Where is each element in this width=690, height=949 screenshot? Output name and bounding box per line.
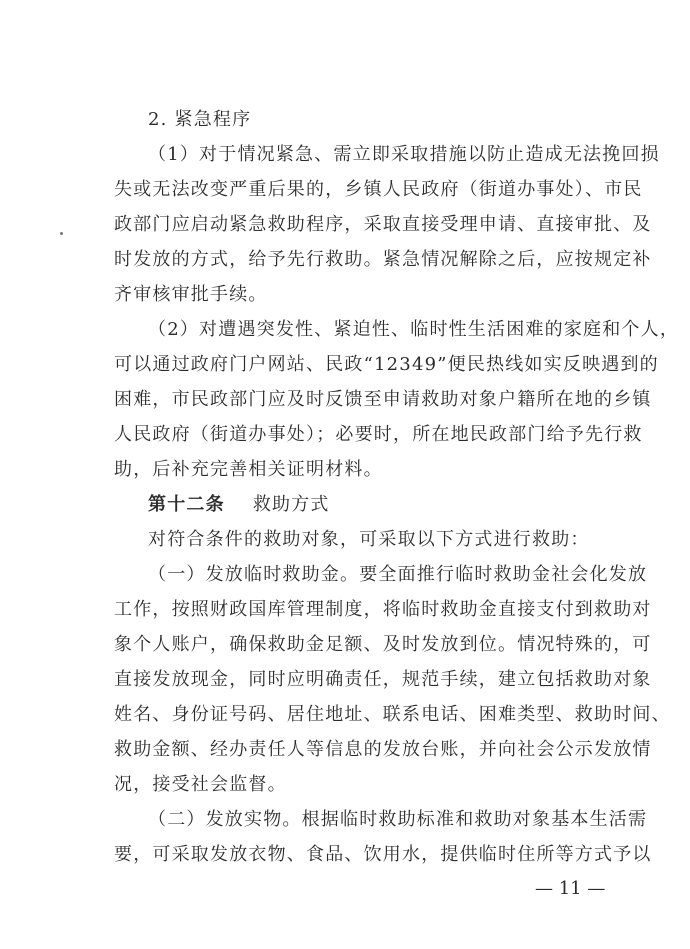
paragraph-line: 齐审核审批手续。	[114, 284, 268, 305]
paragraph-line: 象个人账户，确保救助金足额、及时发放到位。情况特殊的，可	[114, 634, 652, 655]
paragraph-line: 直接发放现金，同时应明确责任，规范手续，建立包括救助对象	[114, 669, 652, 690]
paragraph-line: 工作，按照财政国库管理制度，将临时救助金直接支付到救助对	[114, 599, 652, 620]
paragraph-line: （2）对遭遇突发性、紧迫性、临时性生活困难的家庭和个人，	[148, 319, 680, 340]
page-number: — 11 —	[535, 878, 606, 899]
paragraph-line: 要，可采取发放衣物、食品、饮用水，提供临时住所等方式予以	[114, 844, 652, 865]
paragraph-line: 时发放的方式，给予先行救助。紧急情况解除之后，应按规定补	[114, 249, 652, 270]
paragraph-line: 政部门应启动紧急救助程序，采取直接受理申请、直接审批、及	[114, 214, 652, 235]
paragraph-line: （二）发放实物。根据临时救助标准和救助对象基本生活需	[148, 809, 648, 830]
paragraph-line: 可以通过政府门户网站、民政“12349”便民热线如实反映遇到的	[114, 354, 659, 375]
paragraph-line: 助，后补充完善相关证明材料。	[114, 459, 383, 480]
paragraph-line: 失或无法改变严重后果的，乡镇人民政府（街道办事处）、市民	[114, 179, 643, 200]
paragraph-line: 人民政府（街道办事处）；必要时，所在地民政部门给予先行救	[114, 424, 643, 445]
section-title: 2. 紧急程序	[148, 109, 252, 130]
article-number: 第十二条	[148, 494, 225, 515]
paragraph-line: 困难，市民政部门应及时反馈至申请救助对象户籍所在地的乡镇	[114, 389, 652, 410]
paragraph-line: 对符合条件的救助对象，可采取以下方式进行救助：	[148, 529, 590, 550]
paragraph-line: 姓名、身份证号码、居住地址、联系电话、困难类型、救助时间、	[114, 704, 671, 725]
scan-speck	[60, 232, 63, 235]
paragraph-line: 况，接受社会监督。	[114, 774, 287, 795]
paragraph-line: 救助金额、经办责任人等信息的发放台账，并向社会公示发放情	[114, 739, 652, 760]
paragraph-line: （一）发放临时救助金。要全面推行临时救助金社会化发放	[148, 564, 648, 585]
article-title: 救助方式	[252, 494, 330, 515]
article-heading	[148, 493, 330, 517]
paragraph-line: （1）对于情况紧急、需立即采取措施以防止造成无法挽回损	[148, 144, 660, 165]
